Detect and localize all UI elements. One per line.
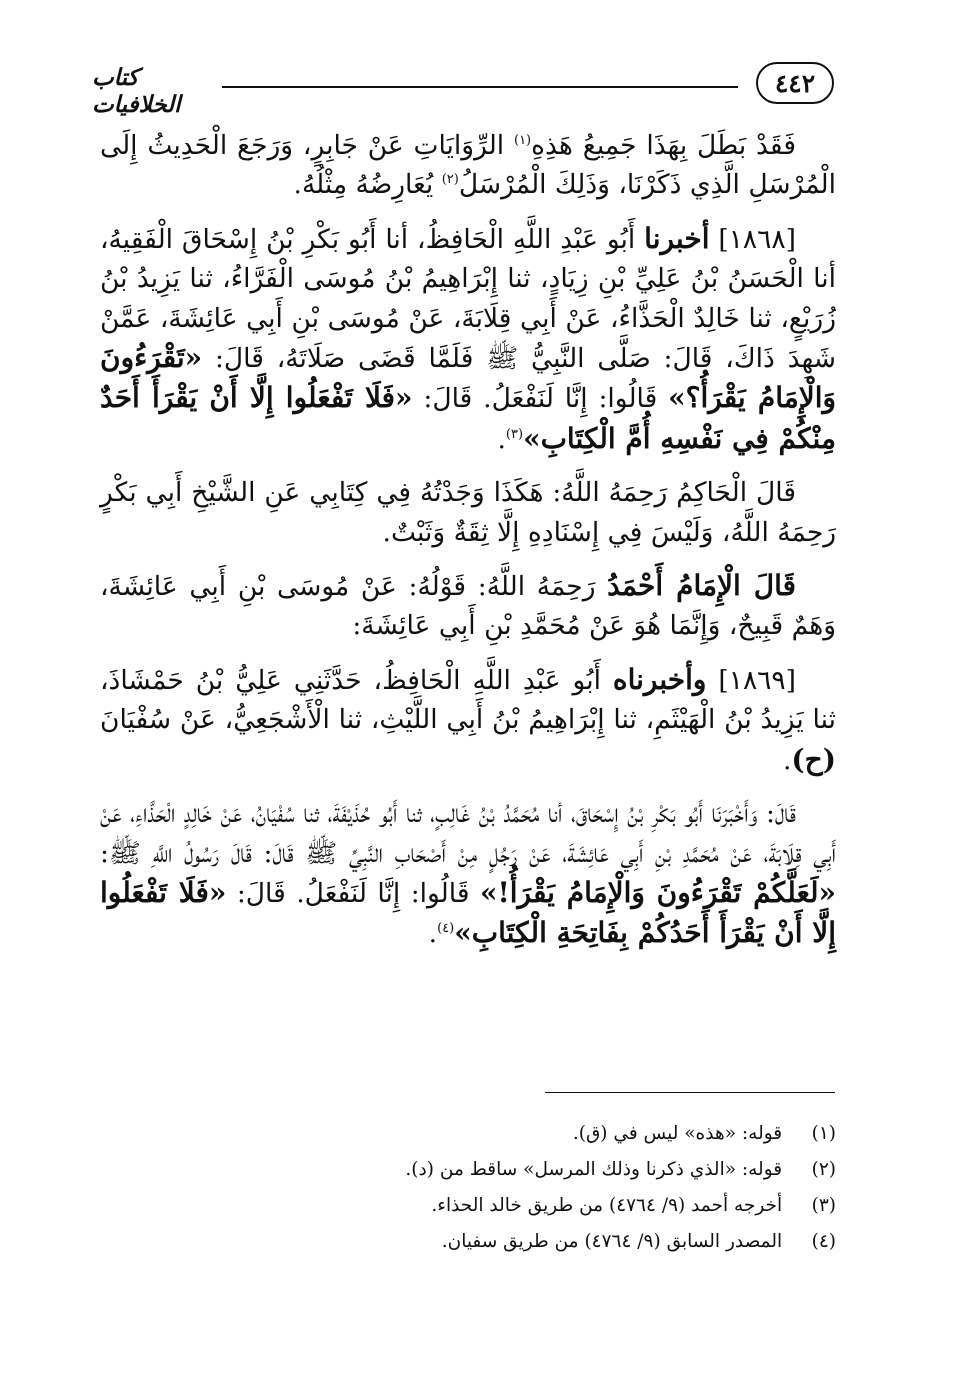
footnote-ref: (٢): [441, 172, 459, 188]
hadith-1868: [100, 219, 836, 459]
narration-keyword: وأخبرناه: [612, 662, 707, 696]
text: فَقَدْ بَطَلَ بِهَذَا جَمِيعُ هَذِهِ: [531, 130, 796, 161]
footnote-number: (٢): [811, 1159, 836, 1180]
chain-switch-symbol: (ح): [791, 742, 836, 776]
book-title: كتاب الخلافيات: [92, 64, 181, 118]
hadith-number: [١٨٦٩]: [718, 664, 796, 696]
hadith-number: [١٨٦٨]: [718, 223, 796, 255]
hadith-1869: [100, 660, 836, 780]
footnote: [100, 1152, 836, 1188]
text: قَالُوا: إِنَّا لَنَفْعَلُ. قَالَ:: [226, 877, 480, 909]
text: قَالَ الْحَاكِمُ رَحِمَهُ اللَّهُ: هَكَذَا وَجَدْتُهُ فِي كِتَابِي عَنِ الشَّيْخِ أَبِي بَكْرٍ رَحِمَهُ اللَّهُ، وَلَيْسَ فِي إِسْنَادِهِ إِلَّا ثِقَةٌ وَثَبْتٌ.: [100, 477, 836, 548]
prophetic-quote: «لَعَلَّكُمْ تَقْرَءُونَ وَالْإِمَامُ يَقْرَأُ!»: [479, 875, 837, 909]
header-rule: [222, 86, 738, 88]
prophetic-quote: «فَلَا تَفْعَلُوا إِلَّا أَنْ يَقْرَأَ أَحَدٌ مِنْكُمْ فِي نَفْسِهِ أُمَّ الْكِتَابِ»: [100, 381, 836, 455]
main-text: [100, 126, 836, 968]
text: قَالُوا: إِنَّا لَنَفْعَلُ. قَالَ:: [412, 383, 669, 415]
footnote: [100, 1116, 836, 1152]
footnote-number: (٣): [811, 1195, 836, 1216]
text: قَالَ: وَأَخْبَرَنَا أَبُو بَكْرِ بْنُ إِسْحَاقَ، أنا مُحَمَّدُ بْنُ غَالِبٍ، ثنا أَبُو حُذَيْفَةَ، ثنا سُفْيَانُ، عَنْ خَالِدٍ الْحَذَّاءِ، عَنْ أَبِي قِلَابَةَ، عَنْ مُحَمَّدِ بْنِ أَبِي عَائِشَةَ، عَنْ رَجُلٍ مِنْ أَصْحَابِ النَّبِيِّ ﷺ قَالَ: قَالَ رَسُولُ اللَّهِ ﷺ:: [100, 798, 836, 869]
text: أَبُو عَبْدِ اللَّهِ الْحَافِظُ، حَدَّثَنِي عَلِيُّ بْنُ حَمْشَاذَ، ثنا يَزِيدُ بْنُ الْهَيْثَمِ، ثنا إِبْرَاهِيمُ بْنُ أَبِي اللَّيْثِ، ثنا الْأَشْجَعِيُّ، عَنْ سُفْيَانَ: [100, 664, 836, 736]
footnote-number: (٤): [811, 1231, 836, 1252]
paragraph-second-chain: [100, 794, 836, 954]
text: الرِّوَايَاتِ عَنْ جَابِرٍ، وَرَجَعَ الْحَدِيثُ إِلَى الْمُرْسَلِ الَّذِي ذَكَرْنَا، وَذَلِكَ الْمُرْسَلُ: [100, 130, 836, 201]
footnote-text: قوله: «الذي ذكرنا وذلك المرسل» ساقط من (د).: [405, 1159, 783, 1180]
prophetic-quote: «فَلَا تَفْعَلُوا إِلَّا أَنْ يَقْرَأَ أَحَدُكُمْ بِفَاتِحَةِ الْكِتَابِ»: [100, 875, 836, 950]
footnote-ref: (٤): [437, 921, 455, 937]
text: .: [497, 423, 506, 455]
footnote: [100, 1188, 836, 1224]
footnotes: [100, 1116, 836, 1260]
footnote-text: قوله: «هذه» ليس في (ق).: [572, 1123, 783, 1144]
footnote-separator: [545, 1092, 835, 1093]
text: يُعَارِضُهُ مِثْلُهُ.: [293, 169, 442, 201]
footnote-ref: (٣): [505, 427, 524, 443]
page-header: [92, 62, 834, 118]
paragraph-1: [100, 126, 836, 205]
paragraph-imam-ahmad: [100, 566, 836, 646]
page-number: ٤٤٢: [756, 62, 834, 104]
text: .: [428, 918, 438, 950]
narration-keyword: أخبرنا: [644, 221, 710, 255]
footnote: [100, 1224, 836, 1260]
footnote-number: (١): [811, 1123, 836, 1144]
footnote-ref: (١): [513, 133, 532, 149]
speaker-heading: قَالَ الْإِمَامُ أَحْمَدُ: [607, 569, 796, 603]
text: أَبُو عَبْدِ اللَّهِ الْحَافِظُ، أنا أَبُو بَكْرِ بْنُ إِسْحَاقَ الْفَقِيهُ، أنا الْحَسَنُ بْنُ عَلِيِّ بْنِ زِيَادٍ، ثنا إِبْرَاهِيمُ بْنُ مُوسَى الْفَرَّاءُ، ثنا يَزِيدُ بْنُ زُرَيْعٍ، ثنا خَالِدٌ الْحَذَّاءُ، عَنْ أَبِي قِلَابَةَ، عَنْ مُوسَى بْنِ أَبِي عَائِشَةَ، عَمَّنْ شَهِدَ ذَاكَ، قَالَ: صَلَّى النَّبِيُّ ﷺ فَلَمَّا قَضَى صَلَاتَهُ، قَالَ:: [100, 223, 836, 375]
text: رَحِمَهُ اللَّهُ: قَوْلُهُ: عَنْ مُوسَى بْنِ أَبِي عَائِشَةَ، وَهَمٌ قَبِيحٌ، وَإِنَّمَا هُوَ عَنْ مُحَمَّدِ بْنِ أَبِي عَائِشَةَ:: [100, 571, 836, 642]
footnote-text: المصدر السابق (٩/ ٤٧٦٤) من طريق سفيان.: [441, 1231, 783, 1252]
text: .: [782, 744, 792, 776]
footnote-text: أخرجه أحمد (٩/ ٤٧٦٤) من طريق خالد الحذاء.: [431, 1195, 783, 1216]
paragraph-hakim: [100, 473, 836, 552]
prophetic-quote: «تَقْرَءُونَ وَالْإِمَامُ يَقْرَأُ؟»: [100, 341, 836, 415]
